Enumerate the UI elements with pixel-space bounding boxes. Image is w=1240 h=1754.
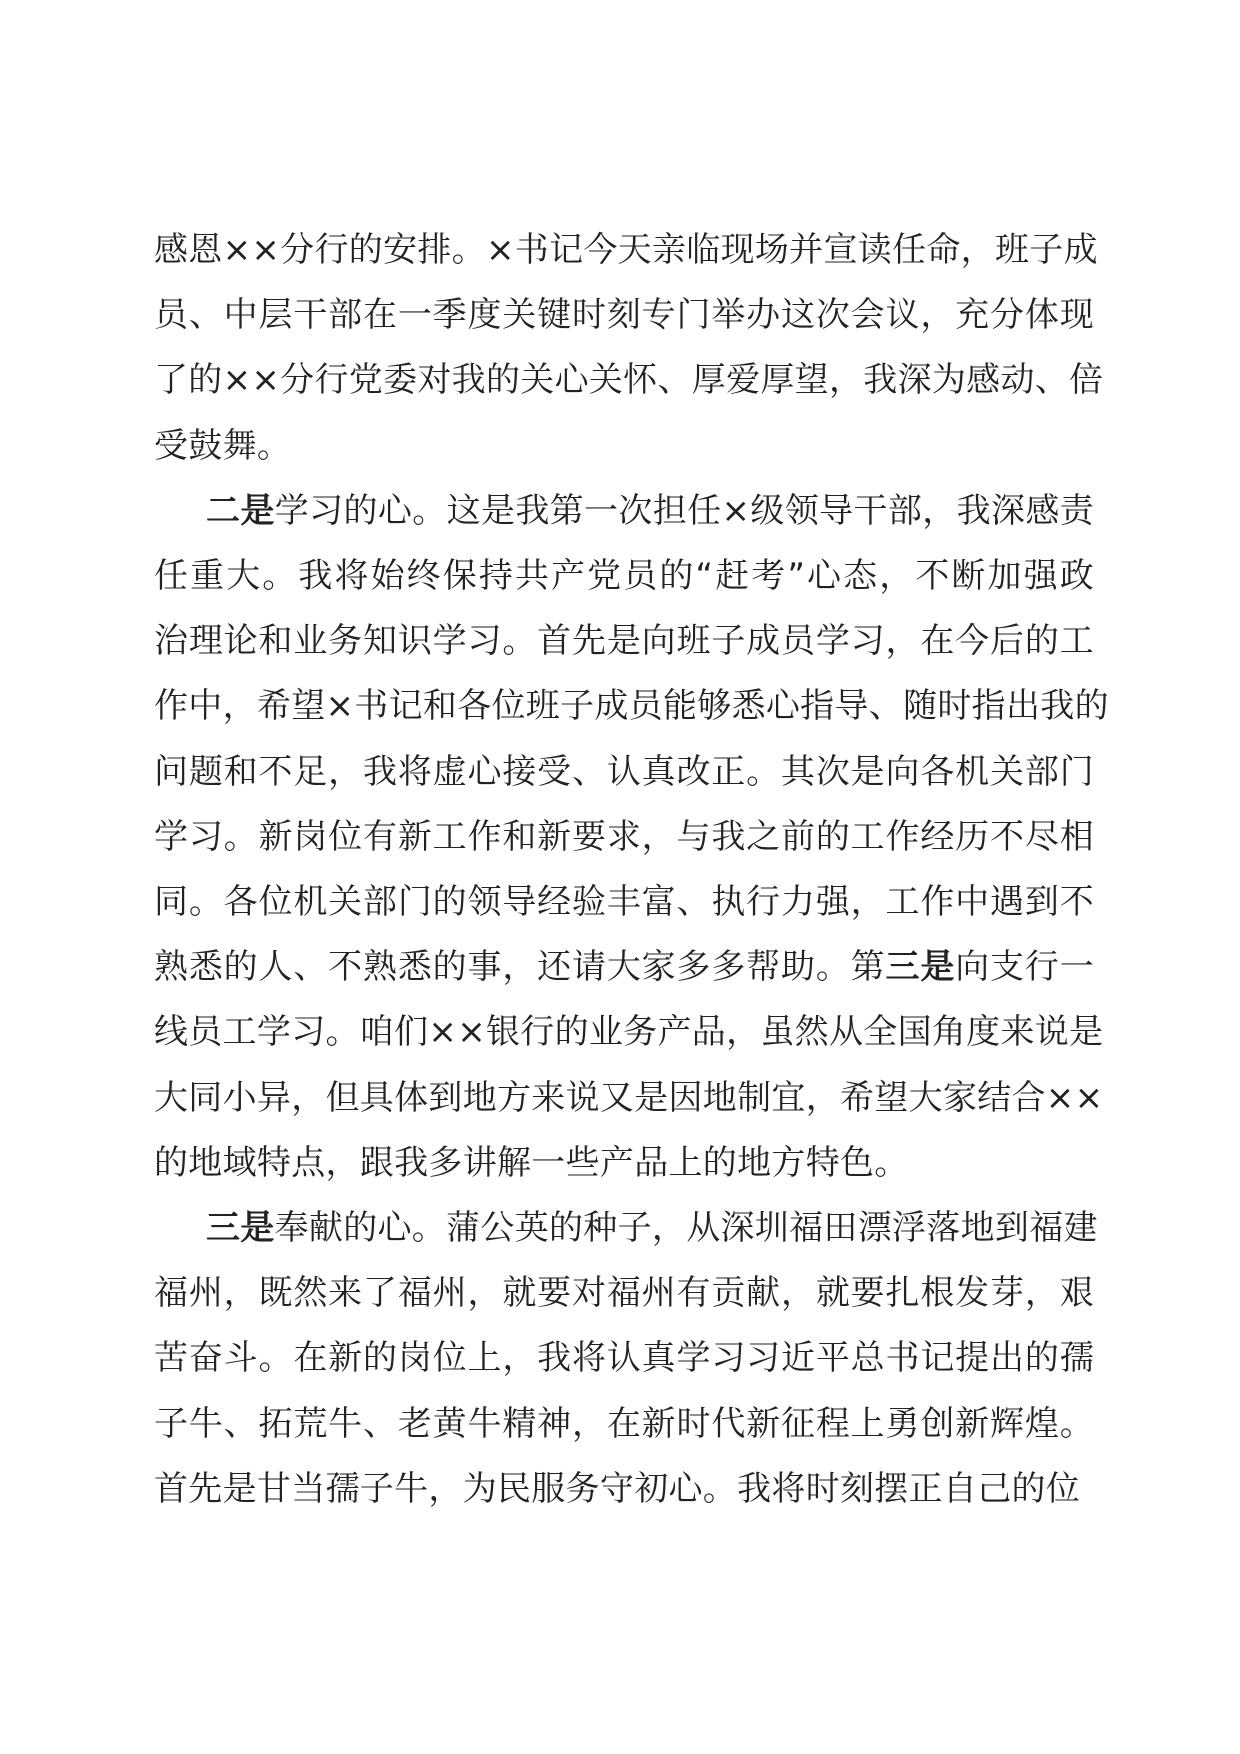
line-text: 学习的心。这是我第一次担任×级领导干部，我深感责 bbox=[274, 490, 1095, 531]
paragraph-p1 bbox=[154, 218, 1104, 479]
text-line bbox=[154, 1131, 1094, 1196]
emphasis-text: 三是 bbox=[206, 1208, 275, 1249]
text-line bbox=[154, 805, 1094, 870]
text-line bbox=[154, 1000, 1104, 1065]
paragraph-p3 bbox=[154, 1196, 1098, 1522]
line-text: 作中，希望×书记和各位班子成员能够悉心指导、随时指出我的 bbox=[154, 686, 1109, 727]
line-text: 受鼓舞。 bbox=[154, 425, 292, 466]
line-text: 熟悉的人、不熟悉的事，还请大家多多帮助。第 bbox=[154, 947, 886, 988]
text-line bbox=[154, 348, 1104, 413]
text-line bbox=[154, 1392, 1094, 1457]
line-text: 奉献的心。蒲公英的种子，从深圳福田漂浮落地到福建 bbox=[274, 1208, 1098, 1249]
paragraph-p2 bbox=[154, 479, 1109, 1196]
line-text: 的地域特点，跟我多讲解一些产品上的地方特色。 bbox=[154, 1142, 909, 1183]
text-line bbox=[154, 609, 1094, 674]
line-text: 感恩××分行的安排。×书记今天亲临现场并宣读任命，班子成 bbox=[154, 230, 1098, 270]
text-line bbox=[154, 1066, 1104, 1131]
line-text: 大同小异，但具体到地方来说又是因地制宜，希望大家结合×× bbox=[154, 1077, 1104, 1118]
text-line bbox=[154, 1261, 1094, 1326]
text-line bbox=[154, 1326, 1094, 1391]
text-line bbox=[154, 740, 1094, 805]
text-line bbox=[154, 1457, 1094, 1522]
line-text: 向支行一 bbox=[955, 947, 1094, 988]
text-line bbox=[154, 414, 1094, 479]
line-text: 子牛、拓荒牛、老黄牛精神，在新时代新征程上勇创新辉煌。 bbox=[154, 1403, 1094, 1444]
line-text: 首先是甘当孺子牛，为民服务守初心。我将时刻摆正自己的位 bbox=[154, 1468, 1081, 1509]
line-text: 员、中层干部在一季度关键时刻专门举办这次会议，充分体现 bbox=[154, 295, 1094, 336]
line-text: 苦奋斗。在新的岗位上，我将认真学习习近平总书记提出的孺 bbox=[154, 1338, 1094, 1379]
text-line bbox=[154, 544, 1094, 609]
body-text bbox=[154, 218, 1109, 1522]
line-text: 治理论和业务知识学习。首先是向班子成员学习，在今后的工 bbox=[154, 621, 1094, 662]
text-line bbox=[154, 674, 1109, 739]
text-line bbox=[154, 935, 1094, 1000]
line-text: 了的××分行党委对我的关心关怀、厚爱厚望，我深为感动、倍 bbox=[154, 360, 1104, 401]
line-text: 问题和不足，我将虚心接受、认真改正。其次是向各机关部门 bbox=[154, 751, 1094, 792]
emphasis-text: 三是 bbox=[885, 947, 956, 988]
line-text: 任重大。我将始终保持共产党员的“赶考”心态，不断加强政 bbox=[154, 556, 1094, 597]
text-line bbox=[154, 870, 1094, 935]
text-line bbox=[154, 479, 1094, 544]
emphasis-text: 二是 bbox=[206, 490, 275, 531]
line-text: 线员工学习。咱们××银行的业务产品，虽然从全国角度来说是 bbox=[154, 1012, 1104, 1053]
line-text: 福州，既然来了福州，就要对福州有贡献，就要扎根发芽，艰 bbox=[154, 1273, 1094, 1314]
text-line bbox=[154, 1196, 1098, 1261]
line-text: 同。各位机关部门的领导经验丰富、执行力强，工作中遇到不 bbox=[154, 882, 1094, 923]
line-text: 学习。新岗位有新工作和新要求，与我之前的工作经历不尽相 bbox=[154, 816, 1094, 857]
text-line bbox=[154, 283, 1094, 348]
text-line bbox=[154, 218, 1098, 283]
